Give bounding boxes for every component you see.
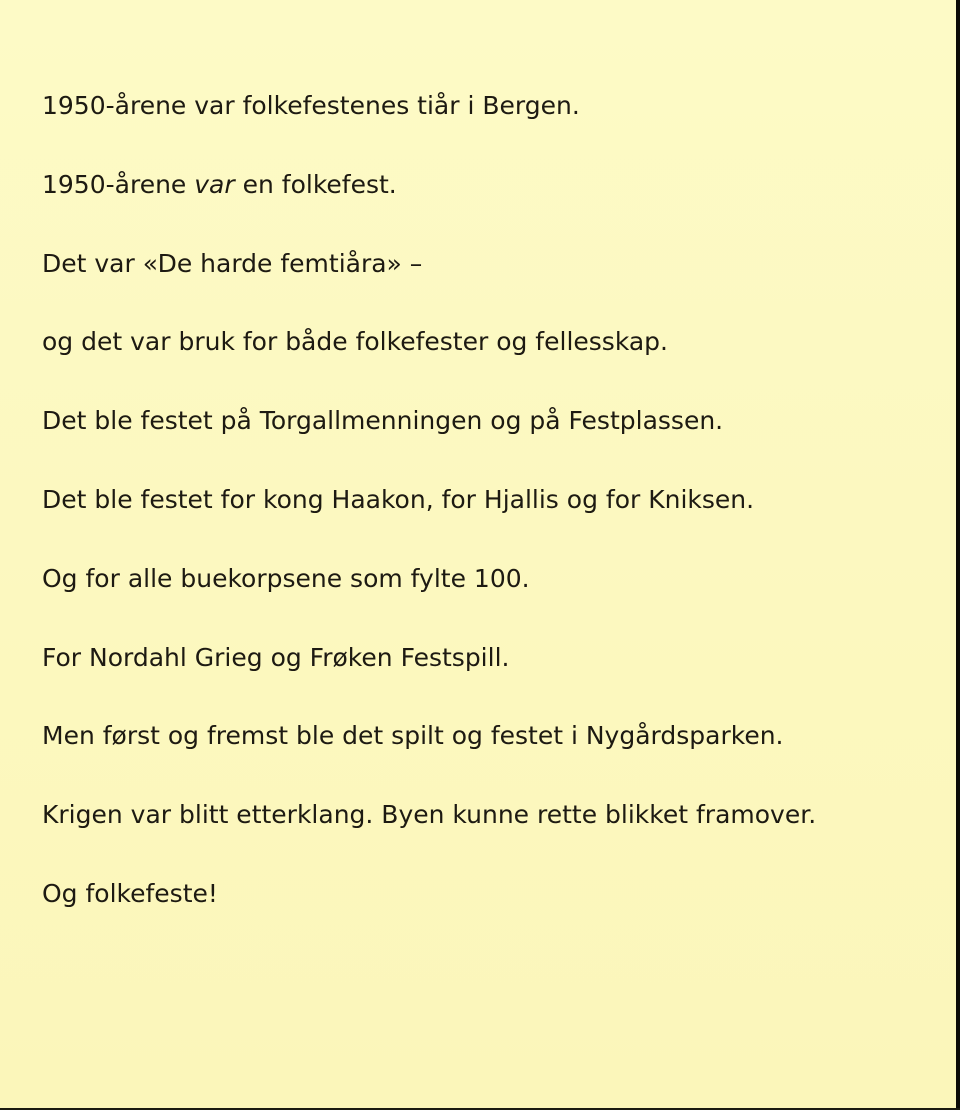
text-segment: en folkefest. xyxy=(234,169,397,199)
text-segment: 1950-årene xyxy=(42,169,195,199)
text-line: og det var bruk for både folkefester og fellesskap. xyxy=(42,327,668,357)
text-line: Og folkefeste! xyxy=(42,878,218,908)
text-line xyxy=(42,165,922,205)
text-line: Det ble festet på Torgallmenningen og på Festplassen. xyxy=(42,406,724,436)
text-line: Det var «De harde femtiåra» – xyxy=(42,248,423,278)
text-line: For Nordahl Grieg og Frøken Festspill. xyxy=(42,642,510,672)
text-line: Det ble festet for kong Haakon, for Hjallis og for Kniksen. xyxy=(42,484,755,514)
poem-text xyxy=(42,86,922,953)
text-line: Krigen var blitt etterklang. Byen kunne rette blikket framover. xyxy=(42,800,817,830)
text-line: Men først og fremst ble det spilt og festet i Nygårdsparken. xyxy=(42,721,784,751)
page-edge-shadow xyxy=(956,0,960,1110)
text-line: 1950-årene var folkefestenes tiår i Bergen. xyxy=(42,91,580,120)
emphasized-word: var xyxy=(194,169,235,199)
text-line: Og for alle buekorpsene som fylte 100. xyxy=(42,563,530,593)
